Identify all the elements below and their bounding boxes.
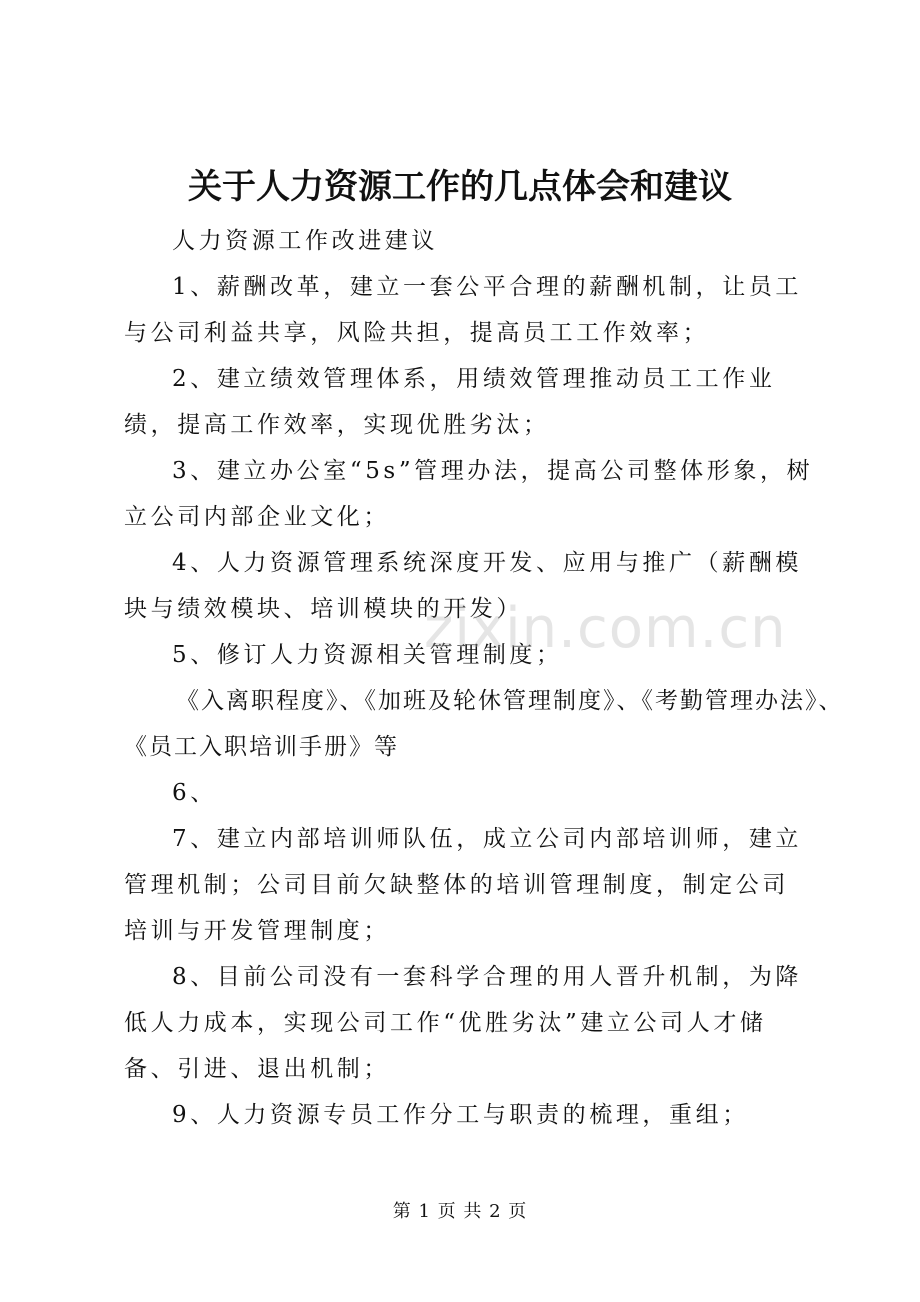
- list-item: 7、建立内部培训师队伍，成立公司内部培训师，建立管理机制；公司目前欠缺整体的培训管理制度，制定公司培训与开发管理制度；: [124, 826, 803, 944]
- document-body: [124, 218, 844, 1138]
- list-item: 8、目前公司没有一套科学合理的用人晋升机制，为降低人力成本，实现公司工作“优胜劣汰”建立公司人才储备、引进、退出机制；: [124, 964, 803, 1082]
- document-title: 关于人力资源工作的几点体会和建议: [188, 167, 732, 207]
- list-item: 5、修订人力资源相关管理制度；: [172, 642, 563, 668]
- watermark: zixin.com.cn: [424, 596, 787, 661]
- page-footer: 第 1 页 共 2 页: [392, 1201, 528, 1222]
- list-item: 1、薪酬改革，建立一套公平合理的薪酬机制，让员工与公司利益共享，风险共担，提高员工工作效率；: [124, 274, 803, 346]
- section-heading: 人力资源工作改进建议: [172, 228, 438, 254]
- list-item: 9、人力资源专员工作分工与职责的梳理，重组；: [172, 1102, 749, 1128]
- list-item: 2、建立绩效管理体系，用绩效管理推动员工工作业绩，提高工作效率，实现优胜劣汰；: [124, 366, 776, 438]
- regulation-list: 《入离职程度》、《加班及轮休管理制度》、《考勤管理办法》、《员工入职培训手册》等: [124, 688, 844, 760]
- list-item: 3、建立办公室“5s”管理办法，提高公司整体形象，树立公司内部企业文化；: [124, 458, 814, 530]
- list-item: 6、: [172, 780, 217, 806]
- list-item: 4、人力资源管理系统深度开发、应用与推广（薪酬模块与绩效模块、培训模块的开发）: [124, 550, 803, 622]
